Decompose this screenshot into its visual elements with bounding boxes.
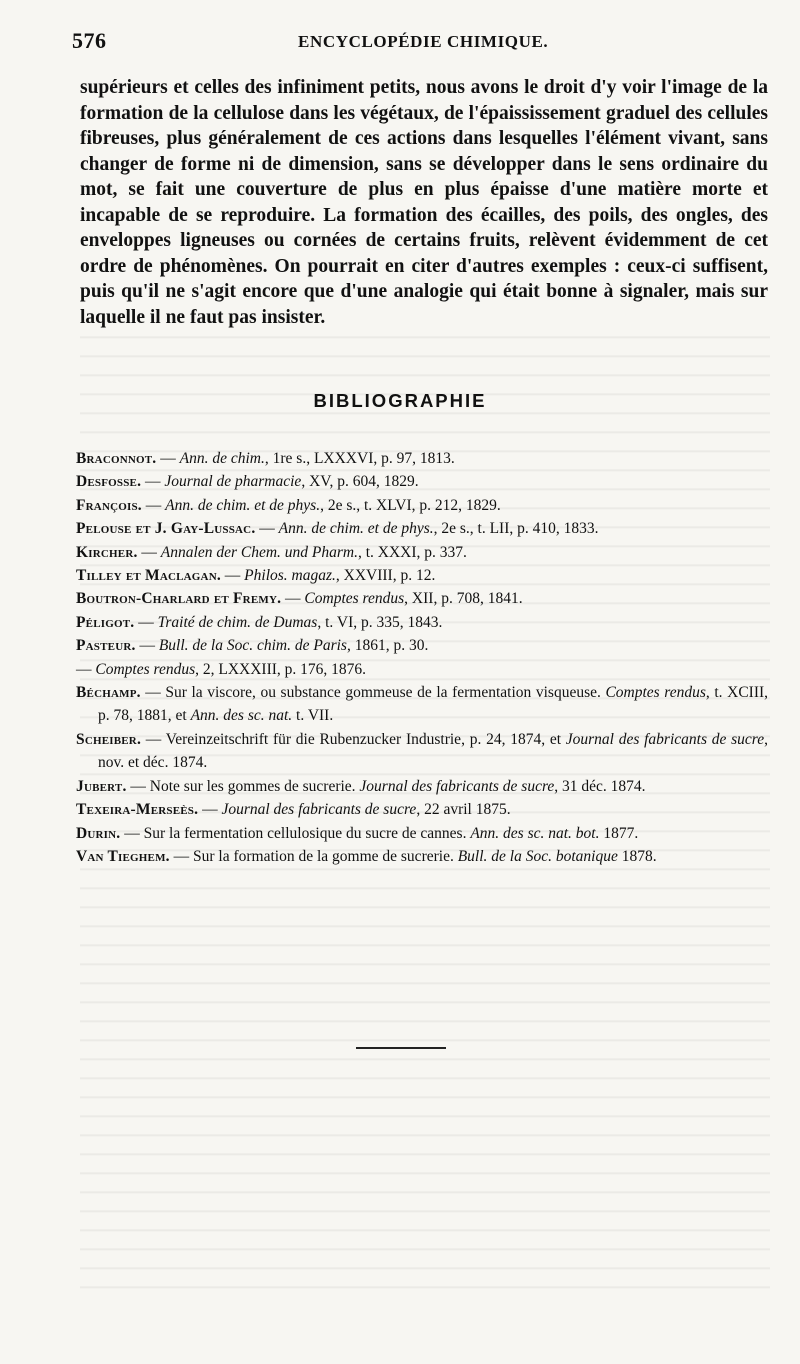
entry-source-title: Comptes rendus: [95, 660, 196, 678]
entry-author: Kircher.: [76, 543, 138, 561]
entry-citation: , 2e s., t. LII, p. 410, 1833.: [433, 520, 599, 538]
body-text: [80, 75, 768, 330]
entry-source-title: Journal des fabricants de sucre: [221, 801, 417, 819]
entry-author: Braconnot.: [76, 450, 157, 467]
entry-author: Pasteur.: [76, 637, 136, 655]
page-number: 576: [72, 28, 107, 53]
entry-citation: , 1861, p. 30.: [346, 637, 429, 655]
bibliography-heading: BIBLIOGRAPHIE: [313, 390, 487, 411]
entry-separator: —: [76, 660, 96, 678]
entry-citation: , 31 déc. 1874.: [554, 777, 646, 795]
bibliography-entry: [76, 517, 768, 540]
entry-source-title: Ann. de chim. et de phys.: [165, 496, 321, 514]
entry-source-title: Ann. de chim. et de phys.: [278, 520, 434, 538]
entry-source-title: Comptes rendus: [605, 684, 706, 702]
entry-separator: —: [141, 730, 166, 748]
entry-author: Boutron-Charlard et Fremy.: [76, 590, 282, 608]
bibliography-entry: [76, 845, 768, 868]
entry-description: Vereinzeitschrift für die Rubenzucker Industrie, p. 24, 1874, et: [165, 730, 566, 748]
entry-source-title: Ann. des sc. nat.: [190, 707, 293, 725]
entry-source-title: Ann. de chim.: [179, 450, 265, 467]
entry-author: Béchamp.: [76, 684, 141, 702]
entry-citation: , 2, LXXXIII, p. 176, 1876.: [195, 660, 367, 678]
entry-citation: , 1re s., LXXXVI, p. 97, 1813.: [264, 450, 455, 467]
entry-source-title: Bull. de la Soc. chim. de Paris: [158, 637, 347, 655]
entry-source-title: Journal des fabricants de sucre: [359, 777, 555, 795]
entry-citation: , t. VI, p. 335, 1843.: [317, 613, 443, 631]
entry-separator: —: [220, 567, 245, 585]
entry-separator: —: [140, 684, 166, 702]
entry-separator: —: [281, 590, 305, 608]
entry-citation: t. VII.: [292, 707, 334, 725]
section-rule: [356, 1047, 446, 1049]
entry-separator: —: [156, 450, 180, 467]
entry-separator: —: [126, 777, 150, 795]
entry-description: Sur la fermentation cellulosique du sucre de cannes.: [143, 824, 471, 842]
entry-citation: , XII, p. 708, 1841.: [404, 590, 523, 608]
entry-author: Durin.: [76, 824, 121, 842]
entry-source-title: Journal de pharmacie: [164, 473, 302, 491]
entry-source-title: Journal des fabricants de sucre: [565, 730, 765, 748]
bibliography-entry: [76, 798, 768, 821]
entry-source-title: Bull. de la Soc. botanique: [457, 847, 618, 865]
entry-source-title: Comptes rendus: [304, 590, 405, 608]
entry-source-title: Traité de chim. de Dumas: [157, 613, 318, 631]
entry-citation: , nov. et déc. 1874.: [98, 730, 768, 772]
entry-separator: —: [198, 801, 222, 819]
entry-author: Péligot.: [76, 613, 135, 631]
body-paragraph: supérieurs et celles des infiniment petits, nous avons le droit d'y voir l'image de la formation de la cellulose dans les végétaux, de l'épaississement graduel des cellules fibreuses, plus généralement de ces actions dans lesquelles l'élément vivant, sans changer de forme ni de dimension, sans se développer dans le sens ordinaire du mot, se fait une couverture de plus en plus épaisse d'une matière morte et incapable de se reproduire. La formation des écailles, des poils, des ongles, des enveloppes ligneuses ou cornées de certains fruits, relèvent évidemment de cet ordre de phénomènes. On pourrait en citer d'autres exemples : ceux-ci suffisent, puis qu'il ne s'agit encore que d'une analogie qui était bonne à signaler, mais sur laquelle il ne faut pas insister.: [80, 77, 768, 328]
entry-citation: , 22 avril 1875.: [416, 801, 511, 819]
bibliography-entry: [76, 541, 768, 564]
entry-description: Note sur les gommes de sucrerie.: [149, 777, 360, 795]
entry-separator: —: [134, 613, 158, 631]
entry-author: Texeira-Merseès.: [76, 801, 199, 819]
entry-citation: , XV, p. 604, 1829.: [301, 473, 419, 491]
bibliography-entry: [76, 564, 768, 587]
entry-author: Scheiber.: [76, 730, 142, 748]
entry-separator: —: [137, 543, 161, 561]
entry-author: Pelouse et J. Gay-Lussac.: [76, 520, 256, 538]
entry-citation: 1877.: [599, 824, 639, 842]
entry-author: Jubert.: [76, 777, 127, 795]
entry-source-title: Annalen der Chem. und Pharm.: [160, 543, 358, 561]
bibliography-list: [76, 447, 768, 868]
entry-separator: —: [120, 824, 144, 842]
entry-description: Sur la viscore, ou substance gommeuse de la fermentation visqueuse.: [165, 684, 606, 702]
bibliography-entry: [76, 611, 768, 634]
bibliography-entry: [76, 634, 768, 657]
bibliography-entry: [76, 681, 768, 728]
bibliography-entry: [76, 658, 768, 681]
entry-citation: , XXVIII, p. 12.: [335, 567, 436, 585]
entry-source-title: Ann. des sc. nat. bot.: [470, 824, 600, 842]
entry-author: Tilley et Maclagan.: [76, 567, 221, 585]
entry-source-title: Philos. magaz.: [244, 567, 336, 585]
bibliography-entry: [76, 494, 768, 517]
entry-author: Van Tieghem.: [76, 847, 170, 865]
entry-citation: 1878.: [617, 847, 657, 865]
entry-separator: —: [255, 520, 279, 538]
entry-separator: —: [141, 473, 165, 491]
bibliography-entry: [76, 447, 768, 470]
bibliography-entry: [76, 775, 768, 798]
entry-separator: —: [141, 496, 166, 514]
entry-separator: —: [169, 847, 193, 865]
entry-author: François.: [76, 496, 142, 514]
bibliography-entry: [76, 822, 768, 845]
bibliography-entry: [76, 470, 768, 493]
entry-citation: , t. XXXI, p. 337.: [357, 543, 467, 561]
running-title: ENCYCLOPÉDIE CHIMIQUE.: [298, 32, 549, 51]
entry-author: Desfosse.: [76, 473, 142, 491]
bibliography-entry: [76, 728, 768, 775]
entry-citation: , t. XCIII, p. 78, 1881, et: [98, 684, 769, 725]
entry-separator: —: [135, 637, 159, 655]
page-header: [72, 28, 760, 58]
bibliography-entry: [76, 587, 768, 610]
entry-citation: , 2e s., t. XLVI, p. 212, 1829.: [320, 496, 501, 514]
entry-description: Sur la formation de la gomme de sucrerie.: [193, 847, 458, 865]
